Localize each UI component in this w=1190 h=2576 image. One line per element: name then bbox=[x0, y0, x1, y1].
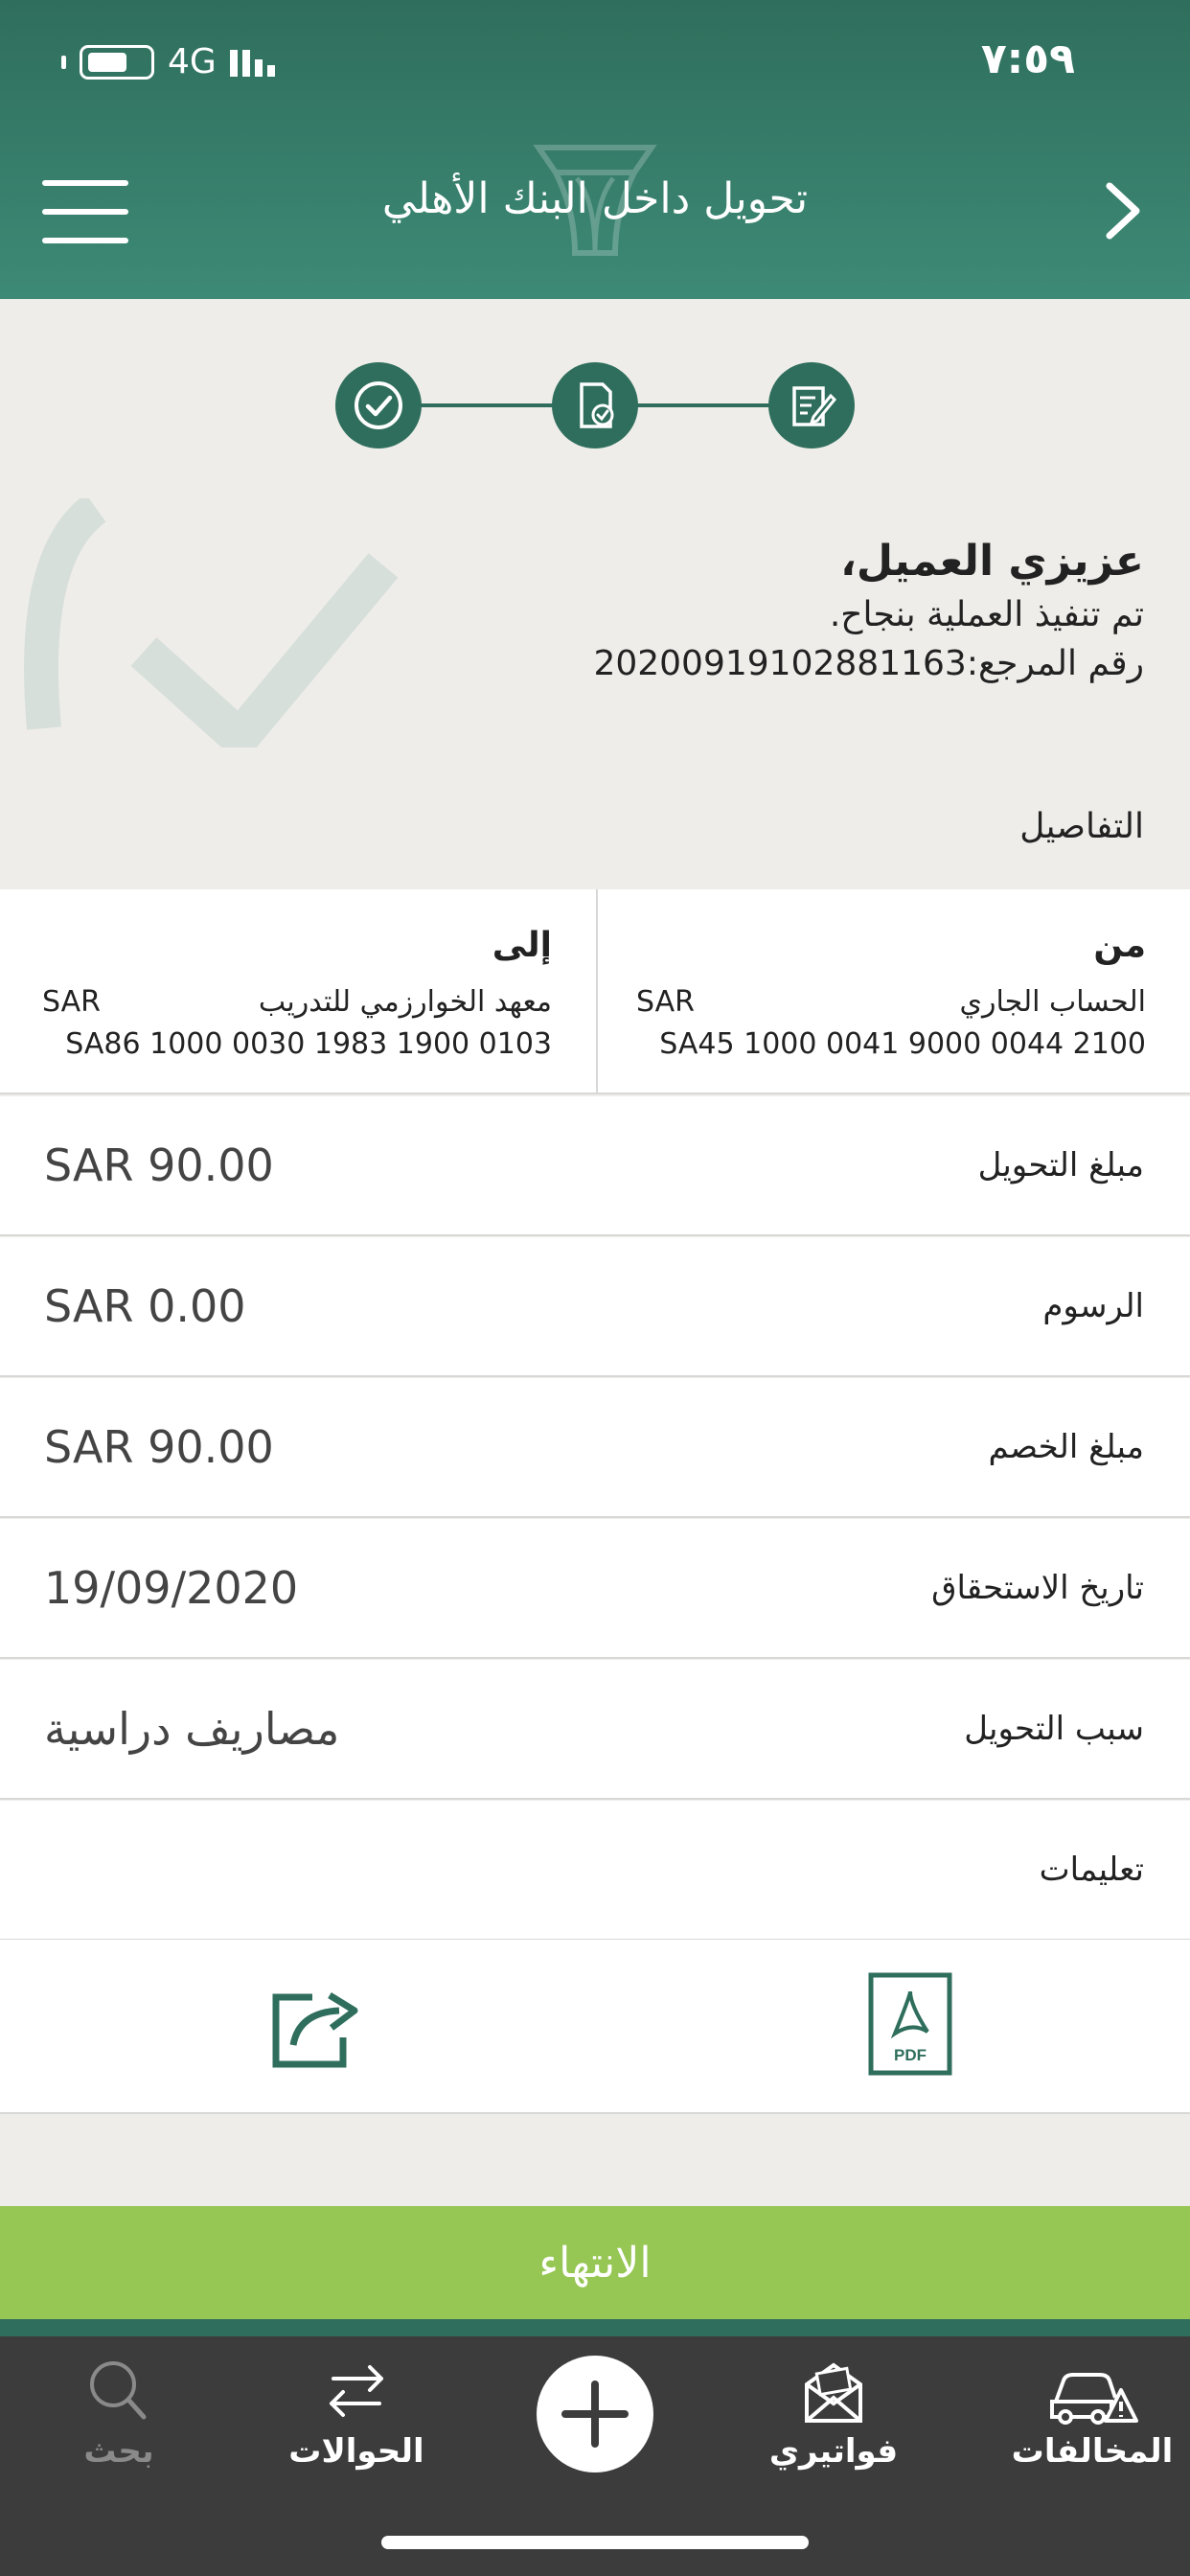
battery-tip bbox=[61, 56, 66, 69]
battery-icon bbox=[80, 45, 154, 80]
hamburger-menu-icon[interactable] bbox=[42, 180, 128, 243]
details-heading: التفاصيل bbox=[1019, 807, 1144, 846]
to-iban: SA86 1000 0030 1983 1900 0103 bbox=[65, 1027, 552, 1061]
progress-steps bbox=[335, 362, 855, 448]
step-verify-document-icon bbox=[552, 362, 638, 448]
from-iban: SA45 1000 0041 9000 0044 2100 bbox=[659, 1027, 1146, 1061]
step-complete-icon bbox=[335, 362, 422, 448]
tab-label: المخالفات bbox=[1011, 2432, 1174, 2471]
search-icon bbox=[71, 2356, 167, 2426]
tab-label: بحث bbox=[83, 2432, 154, 2471]
to-currency: SAR bbox=[42, 985, 101, 1019]
column-divider bbox=[596, 889, 598, 1094]
tab-search[interactable] bbox=[23, 2356, 215, 2499]
reference-number: رقم المرجع:20200919102881163 bbox=[593, 644, 1144, 683]
from-to-section bbox=[0, 889, 1190, 1094]
tab-violations[interactable] bbox=[996, 2356, 1188, 2499]
from-account bbox=[636, 889, 1146, 1094]
row-value: SAR 90.00 bbox=[44, 1421, 274, 1473]
row-label: الرسوم bbox=[1042, 1287, 1144, 1325]
tab-transfers[interactable] bbox=[261, 2356, 452, 2499]
tab-label: فواتيري bbox=[768, 2432, 899, 2471]
bills-envelope-icon bbox=[786, 2356, 881, 2426]
from-account-name: الحساب الجاري bbox=[959, 985, 1146, 1019]
tab-bills[interactable] bbox=[738, 2356, 929, 2499]
pdf-label: PDF bbox=[894, 2046, 927, 2064]
page-title: تحويل داخل البنك الأهلي bbox=[381, 174, 809, 223]
row-label: سبب التحويل bbox=[964, 1710, 1144, 1748]
app-header bbox=[0, 0, 1190, 299]
row-label: مبلغ التحويل bbox=[977, 1146, 1144, 1184]
row-value: 19/09/2020 bbox=[44, 1562, 299, 1614]
network-label: 4G bbox=[168, 42, 217, 81]
success-text: تم تنفيذ العملية بنجاح. bbox=[829, 595, 1144, 634]
row-value: SAR 90.00 bbox=[44, 1139, 274, 1191]
tab-label: الحوالات bbox=[288, 2432, 424, 2471]
detail-row-debit-amount bbox=[0, 1378, 1190, 1518]
row-value: SAR 0.00 bbox=[44, 1280, 246, 1332]
pdf-download-icon[interactable] bbox=[868, 1972, 952, 2076]
detail-row-transfer-amount bbox=[0, 1096, 1190, 1236]
success-check-watermark-icon bbox=[0, 498, 402, 748]
detail-row-due-date bbox=[0, 1519, 1190, 1659]
finish-button[interactable]: الانتهاء bbox=[0, 2206, 1190, 2319]
status-time: ٧:٥٩ bbox=[980, 34, 1075, 83]
success-message bbox=[593, 537, 1144, 683]
row-label: مبلغ الخصم bbox=[988, 1428, 1144, 1466]
status-indicators bbox=[61, 42, 275, 81]
to-title: إلى bbox=[492, 926, 552, 965]
transfer-arrows-icon bbox=[309, 2356, 404, 2426]
signal-icon bbox=[230, 48, 275, 77]
to-account-name: معهد الخوارزمي للتدريب bbox=[258, 985, 552, 1019]
row-value: مصاريف دراسية bbox=[44, 1703, 340, 1755]
to-account bbox=[42, 889, 552, 1094]
detail-row-transfer-reason bbox=[0, 1660, 1190, 1800]
detail-row-fees bbox=[0, 1237, 1190, 1377]
accent-strip bbox=[0, 2319, 1190, 2336]
chevron-right-icon[interactable] bbox=[1102, 180, 1144, 242]
plus-icon bbox=[537, 2356, 653, 2472]
detail-row-instructions bbox=[0, 1801, 1190, 1941]
car-warning-icon bbox=[1044, 2356, 1140, 2426]
home-indicator bbox=[381, 2536, 809, 2549]
step-edit-form-icon bbox=[768, 362, 855, 448]
greeting-title: عزيزي العميل، bbox=[840, 537, 1144, 586]
quick-actions-button[interactable] bbox=[537, 2356, 653, 2472]
row-label: تاريخ الاستحقاق bbox=[931, 1569, 1144, 1607]
from-currency: SAR bbox=[636, 985, 695, 1019]
from-title: من bbox=[1093, 926, 1146, 965]
row-label: تعليمات bbox=[1039, 1851, 1144, 1889]
receipt-actions bbox=[0, 1940, 1190, 2114]
share-icon[interactable] bbox=[270, 1988, 362, 2070]
